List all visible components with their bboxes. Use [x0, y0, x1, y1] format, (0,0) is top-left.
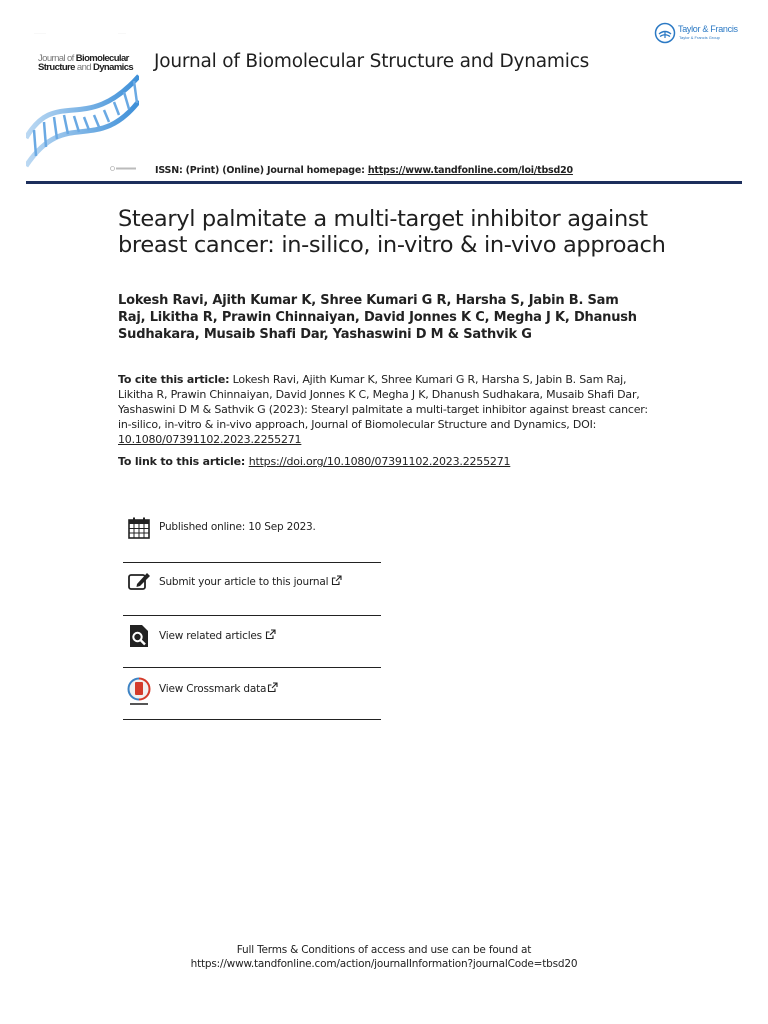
cover-title-text: and: [74, 62, 93, 73]
row-divider: [123, 562, 381, 563]
journal-homepage-link[interactable]: https://www.tandfonline.com/loi/tbsd20: [367, 165, 573, 176]
citation-doi-link[interactable]: 10.1080/07391102.2023.2255271: [118, 433, 302, 446]
publisher-group: Taylor & Francis Group: [679, 35, 720, 40]
crossmark-link[interactable]: [159, 682, 278, 695]
journal-title: Journal of Biomolecular Structure and Dynamics: [154, 51, 590, 72]
article-title: Stearyl palmitate a multi-target inhibitor against breast cancer: in-silico, in-vitro & in-vivo approach: [118, 206, 666, 258]
publisher-logo[interactable]: [654, 22, 746, 48]
calendar-icon: [127, 516, 151, 540]
citation-text: Lokesh Ravi, Ajith Kumar K, Shree Kumari G R, Harsha S, Jabin B. Sam Raj, Likitha R, Prawin Chinnaiyan, David Jonnes K C, Megha J K, Dhanush Sudhakara, Musaib Shafi Dar, Yashaswini D M & Sathvik G (2023): Stearyl palmitate a multi-target inhibitor against breast cancer: in-silico, in-vitro & in-vivo approach, Journal of Biomolecular Structure and Dynamics, DOI:: [118, 373, 648, 431]
citation-label: To cite this article:: [118, 373, 230, 386]
dna-helix-icon: [26, 26, 139, 179]
publisher-mini-logo: [110, 166, 138, 171]
published-online-row: [123, 516, 381, 568]
external-link-icon: [265, 629, 276, 640]
row-divider: [123, 615, 381, 616]
related-articles-label: View related articles: [159, 630, 262, 642]
search-document-icon: [127, 624, 151, 648]
crossmark-icon: [127, 677, 151, 707]
terms-url[interactable]: https://www.tandfonline.com/action/journalInformation?journalCode=tbsd20: [190, 958, 578, 970]
cover-title-text: Journal of: [38, 53, 76, 64]
crossmark-label: View Crossmark data: [159, 683, 267, 695]
row-divider: [123, 719, 381, 720]
submit-article-label: Submit your article to this journal: [159, 576, 329, 588]
publisher-name: Taylor & Francis: [678, 24, 738, 34]
external-link-icon: [331, 575, 342, 586]
related-articles-row[interactable]: [123, 624, 381, 676]
cover-title-text: Biomolecular: [75, 53, 129, 64]
edit-icon: [127, 570, 151, 594]
article-authors: Lokesh Ravi, Ajith Kumar K, Shree Kumari G R, Harsha S, Jabin B. Sam Raj, Likitha R, Prawin Chinnaiyan, David Jonnes K C, Megha J K, Dhanush Sudhakara, Musaib Shafi Dar, Yashaswini D M & Sathvik G: [118, 293, 637, 342]
citation-block: [118, 372, 648, 447]
article-link-label: To link to this article:: [118, 455, 249, 468]
published-online-text: Published online: 10 Sep 2023.: [159, 521, 316, 533]
issn-text: ISSN: (Print) (Online) Journal homepage:: [155, 165, 368, 176]
submit-article-link[interactable]: [159, 575, 342, 588]
header-divider: [26, 181, 742, 184]
article-link-line: [118, 455, 510, 468]
cover-journal-title: [38, 54, 133, 72]
cover-fine-print: ········: [118, 31, 126, 35]
row-divider: [123, 667, 381, 668]
external-link-icon: [267, 682, 278, 693]
article-doi-url[interactable]: https://doi.org/10.1080/07391102.2023.2255271: [248, 455, 511, 468]
crossmark-row[interactable]: [123, 677, 381, 729]
issn-homepage-line: [155, 165, 573, 176]
cover-fine-print: ············: [34, 31, 46, 35]
journal-cover-thumbnail: [26, 26, 139, 179]
taylor-francis-icon: [654, 22, 676, 44]
cover-title-text: Dynamics: [92, 62, 134, 73]
terms-line: Full Terms & Conditions of access and use can be found at: [236, 944, 532, 956]
related-articles-link[interactable]: [159, 629, 276, 642]
terms-footer: [134, 943, 634, 971]
cover-title-text: Structure: [38, 62, 75, 73]
